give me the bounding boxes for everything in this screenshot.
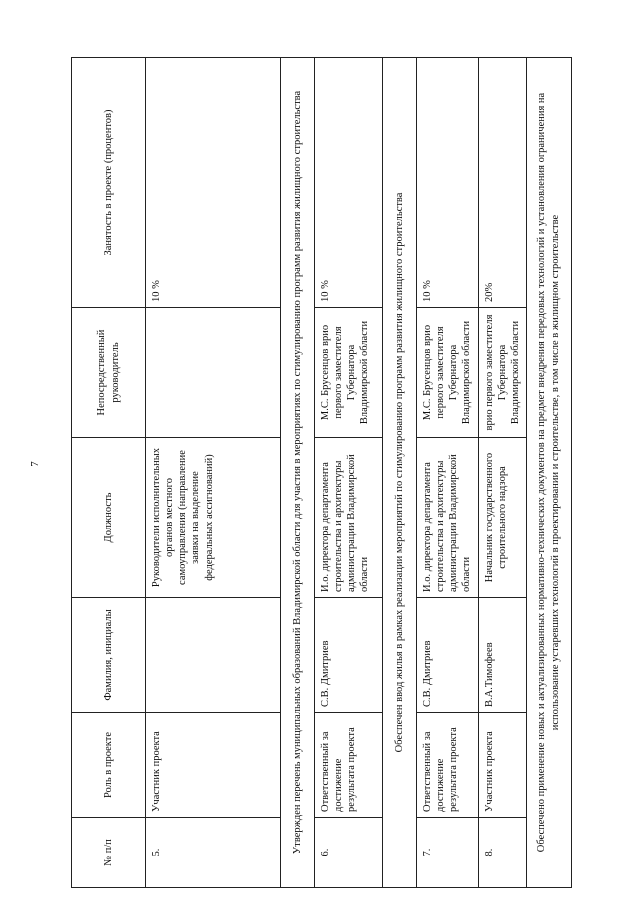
row-name: В.А.Тимофеев	[478, 598, 526, 713]
table-row	[315, 58, 383, 888]
row-position: И.о. директора департамента строительства и архитектуры администрации Владимирской области	[315, 438, 383, 598]
table-row	[146, 58, 281, 888]
row-name: С.В. Дмитриев	[417, 598, 479, 713]
row-load: 10 %	[315, 58, 383, 308]
final-row	[526, 58, 571, 888]
header-role: Роль в проекте	[72, 713, 146, 818]
page-number: 7	[28, 461, 41, 467]
section-row	[383, 58, 417, 888]
header-load: Занятость в проекте (процентов)	[72, 58, 146, 308]
final-text: Обеспечено применение новых и актуализированных нормативно-технических документов на предмет внедрения передовых технологий и установления ограничения на использование устаревших технологий в проектировании и строительстве, в том числе в жилищном строительстве	[526, 58, 571, 888]
rotated-table-container	[71, 58, 562, 888]
row-load: 10 %	[146, 58, 281, 308]
table-row	[417, 58, 479, 888]
table-header-row	[72, 58, 146, 888]
table-row	[478, 58, 526, 888]
header-number: № п/п	[72, 818, 146, 888]
row-name: С.В. Дмитриев	[315, 598, 383, 713]
row-role: Участник проекта	[146, 713, 281, 818]
section-heading: Утвержден перечень муниципальных образований Владимирской области для участия в мероприятиях по стимулированию программ развития жилищного строительства	[281, 58, 315, 888]
row-position: Руководители исполнительных органов местного самоуправления (направление заявки на выделение федеральных ассигнований)	[146, 438, 281, 598]
row-role: Участник проекта	[478, 713, 526, 818]
header-position: Должность	[72, 438, 146, 598]
header-name: Фамилия, инициалы	[72, 598, 146, 713]
row-number: 5.	[146, 818, 281, 888]
row-number: 6.	[315, 818, 383, 888]
row-load: 10 %	[417, 58, 479, 308]
row-number: 7.	[417, 818, 479, 888]
row-position: Начальник государственного строительного надзора	[478, 438, 526, 598]
row-name	[146, 598, 281, 713]
row-position: И.о. директора департамента строительства и архитектуры администрации Владимирской области	[417, 438, 479, 598]
section-heading: Обеспечен ввод жилья в рамках реализации мероприятий по стимулированию программ развития жилищного строительства	[383, 58, 417, 888]
row-number: 8.	[478, 818, 526, 888]
row-manager: М.С. Брусенцов врио первого заместителя Губернатора Владимирской области	[417, 308, 479, 438]
header-manager: Непосредственный руководитель	[72, 308, 146, 438]
row-manager: врио первого заместителя Губернатора Владимирской области	[478, 308, 526, 438]
row-load: 20%	[478, 58, 526, 308]
row-manager: М.С. Брусенцов врио первого заместителя Губернатора Владимирской области	[315, 308, 383, 438]
section-row	[281, 58, 315, 888]
row-manager	[146, 308, 281, 438]
project-roles-table	[71, 57, 572, 888]
row-role: Ответственный за достижение результата проекта	[315, 713, 383, 818]
row-role: Ответственный за достижение результата проекта	[417, 713, 479, 818]
